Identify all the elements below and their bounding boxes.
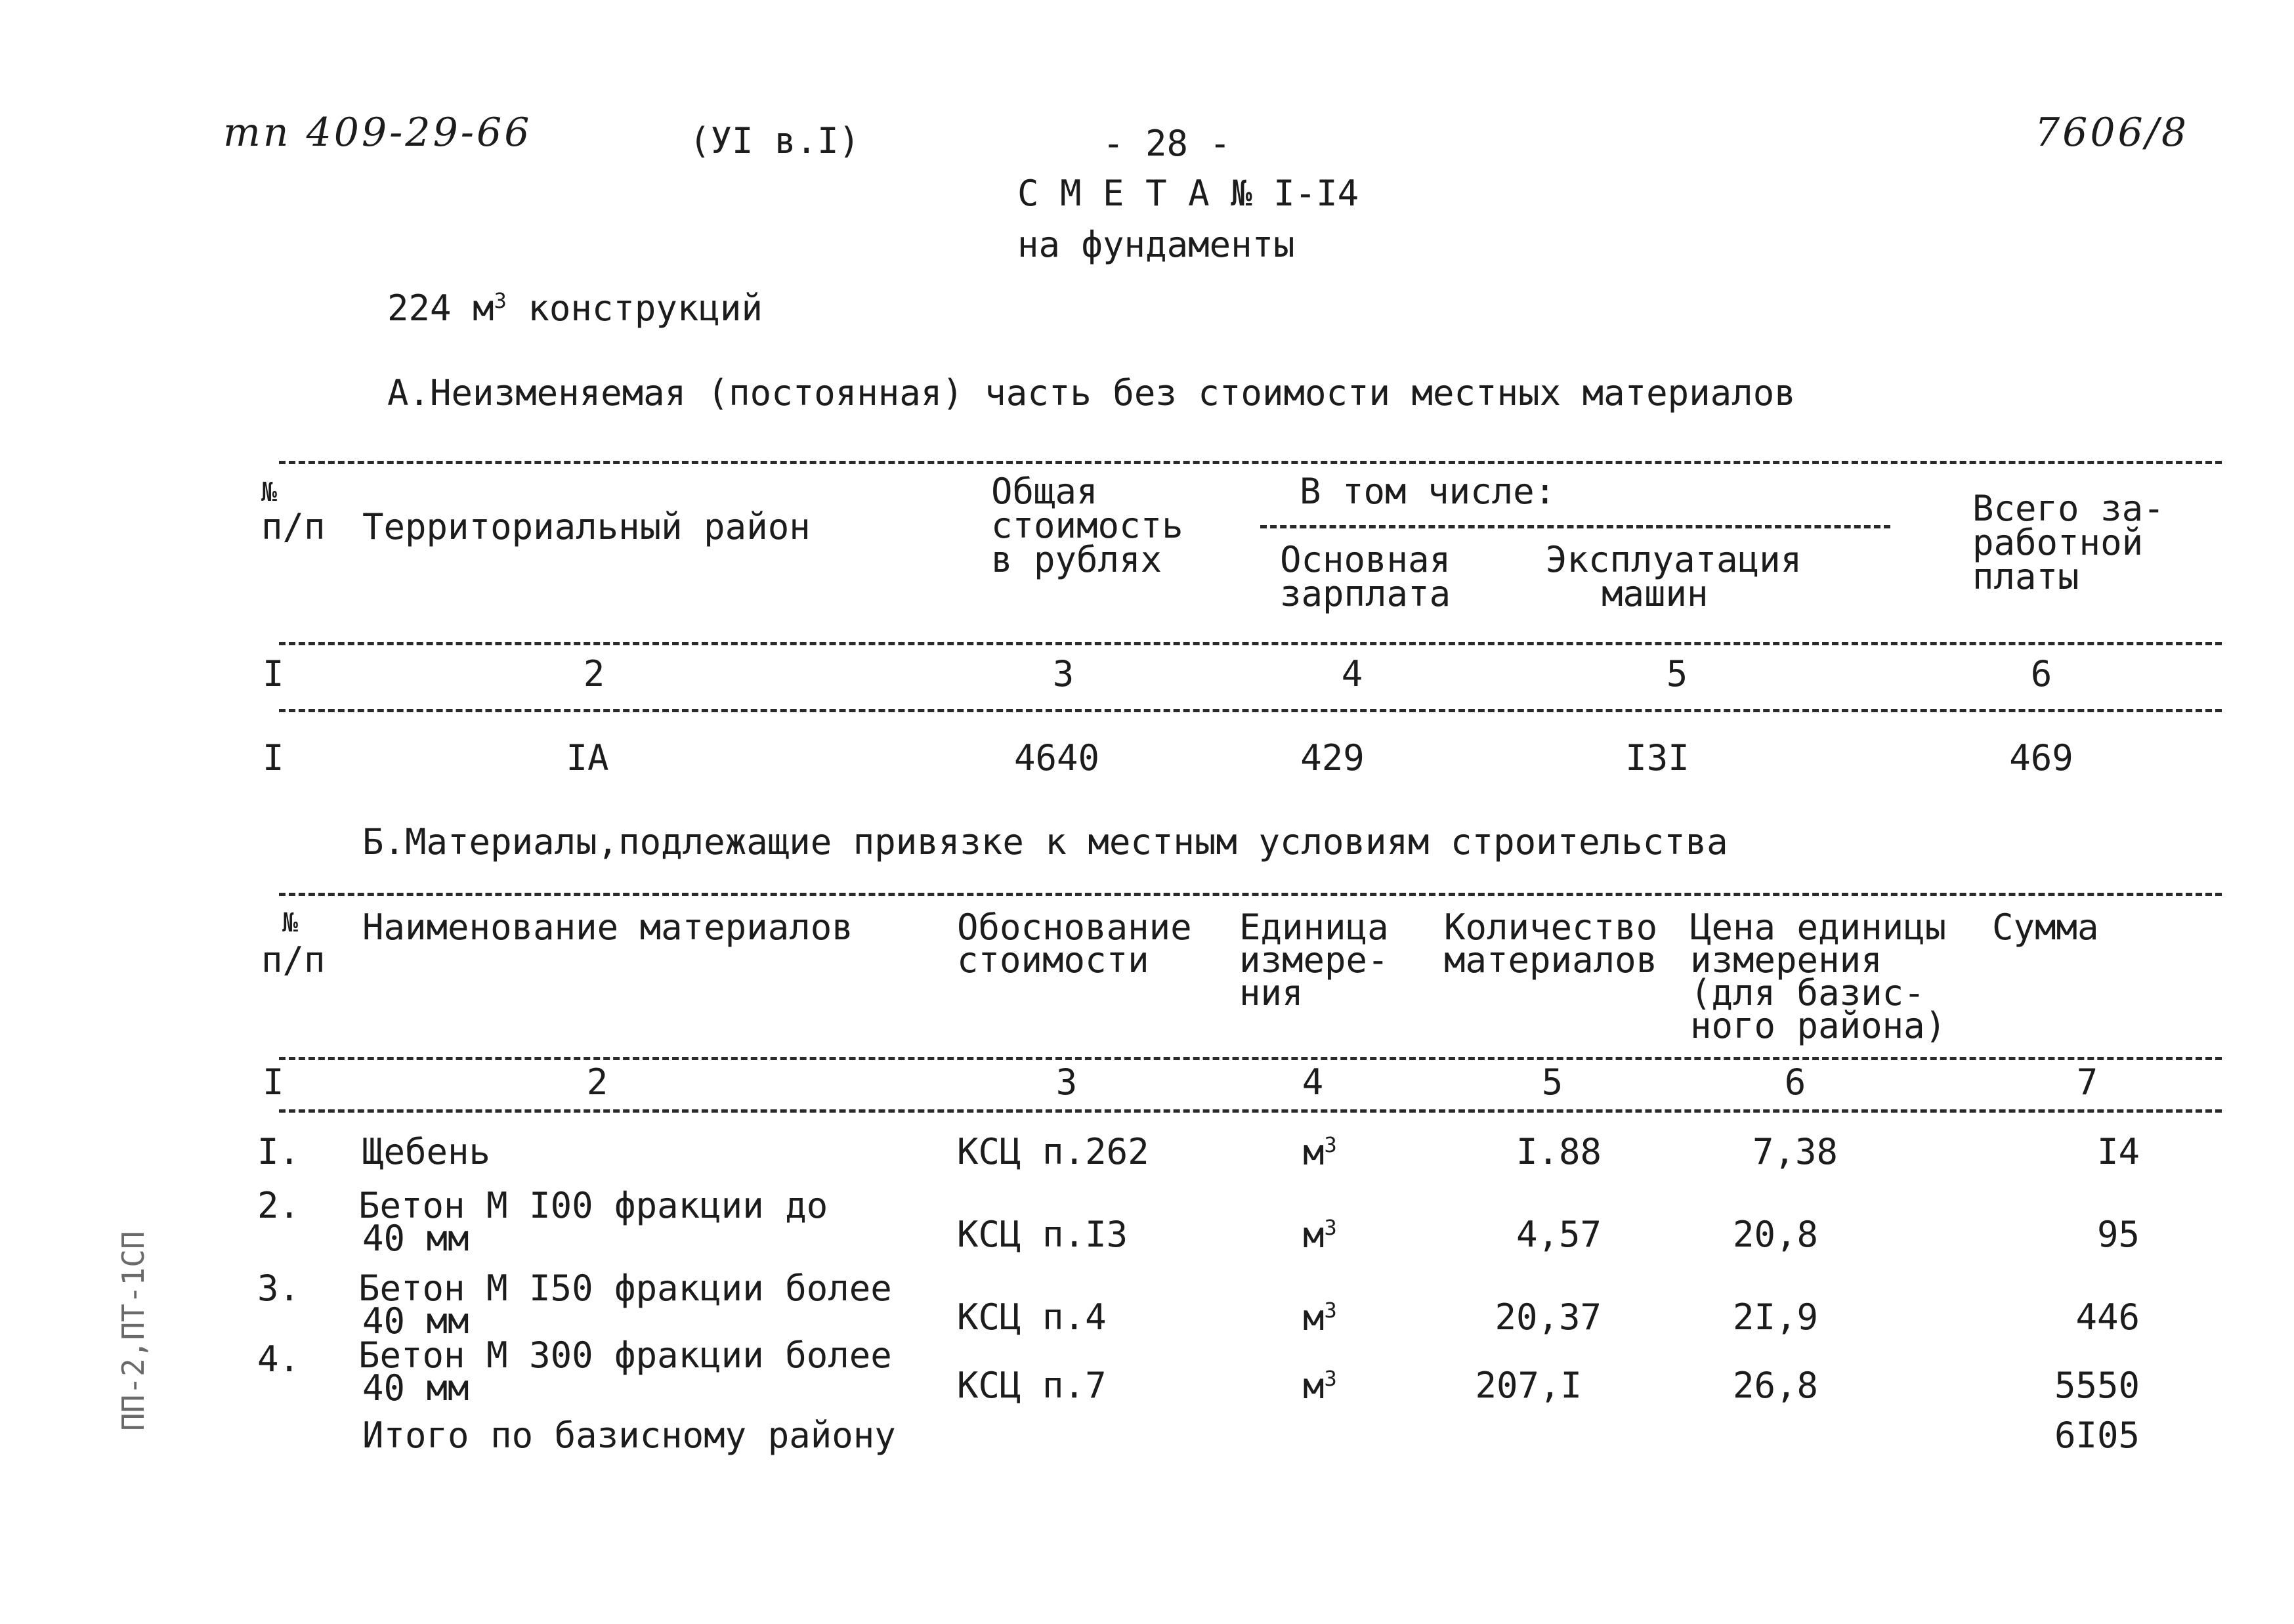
sum-value: 446 <box>2075 1296 2140 1338</box>
col-number: 4 <box>1341 653 1363 694</box>
base-salary-value: 429 <box>1300 737 1365 779</box>
price-header-2: измерения <box>1690 939 1882 981</box>
sum-value: I4 <box>2096 1131 2140 1172</box>
quantity-value: 20,37 <box>1495 1296 1602 1338</box>
price-value: 7,38 <box>1752 1131 1838 1172</box>
unit-value: $м^3$ <box>1303 1132 1337 1173</box>
col-number: 2 <box>583 653 605 694</box>
section-a-top-rule <box>279 461 2222 464</box>
volume-label: (УI в.I) <box>689 120 860 161</box>
total-wages-value: 469 <box>2009 737 2073 779</box>
base-salary-header-2: зарплата <box>1280 573 1451 614</box>
total-wages-header-1: Всего за- <box>1972 488 2165 529</box>
stamp-number: 7606/8 <box>2035 110 2190 156</box>
doc-code: тп 409-29-66 <box>223 110 532 156</box>
section-b-title: Б.Материалы,подлежащие привязке к местным условиям строительства <box>362 821 1728 863</box>
quantity-header-1: Количество <box>1444 907 1658 948</box>
district-header: Территориальный район <box>362 506 811 547</box>
col-number: 3 <box>1055 1061 1078 1103</box>
material-name: Бетон М I50 фракции более <box>358 1268 892 1309</box>
row-num: 4. <box>257 1338 301 1380</box>
document-title: С М Е Т А № I-I4 <box>1017 173 1359 214</box>
unit-header-2: измере- <box>1239 939 1389 981</box>
row-num: 3. <box>257 1268 301 1309</box>
col-number: 6 <box>2030 653 2052 694</box>
col-number: 5 <box>1541 1061 1563 1103</box>
quantity-value: I.88 <box>1516 1131 1602 1172</box>
sum-value: 95 <box>2096 1214 2140 1255</box>
machines-header-1: Эксплуатация <box>1546 539 1802 580</box>
section-b-top-rule <box>279 893 2222 896</box>
material-name: Бетон М 300 фракции более <box>358 1335 892 1376</box>
base-salary-header-1: Основная <box>1280 539 1451 580</box>
material-name-continued: 40 мм <box>362 1218 469 1259</box>
col-number: 4 <box>1302 1061 1324 1103</box>
total-cost-value: 4640 <box>1013 737 1100 779</box>
basis-value: КСЦ п.7 <box>957 1365 1107 1406</box>
document-subtitle: на фундаменты <box>1017 224 1295 265</box>
quantity-value: 4,57 <box>1516 1214 1602 1255</box>
sum-value: 5550 <box>2054 1365 2140 1406</box>
material-name-continued: 40 мм <box>362 1367 469 1409</box>
unit-value: $м^3$ <box>1303 1365 1337 1407</box>
basis-value: КСЦ п.262 <box>957 1131 1149 1172</box>
quantity-header-2: материалов <box>1444 939 1658 981</box>
total-cost-header-3: в рублях <box>991 539 1162 580</box>
basis-value: КСЦ п.4 <box>957 1296 1107 1338</box>
section-b-header-rule <box>279 1057 2222 1060</box>
district-value: IA <box>566 737 609 779</box>
unit-value: $м^3$ <box>1303 1297 1337 1338</box>
section-a-header-rule <box>279 642 2222 645</box>
col-number: 7 <box>2076 1061 2098 1103</box>
unit-header-1: Единица <box>1239 907 1389 948</box>
unit-value: $м^3$ <box>1303 1214 1337 1256</box>
row-num: I <box>263 737 284 779</box>
machines-header-2: машин <box>1602 573 1709 614</box>
num-header: п/п <box>261 506 326 547</box>
price-header-4: ного района) <box>1690 1005 1947 1046</box>
page-number: - 28 - <box>1103 123 1231 164</box>
volume-line: 224 $м^3$ конструкций <box>387 288 763 329</box>
col-number: 6 <box>1784 1061 1806 1103</box>
total-wages-header-3: платы <box>1972 556 2079 597</box>
price-value: 20,8 <box>1732 1214 1819 1255</box>
basis-value: КСЦ п.I3 <box>957 1214 1128 1255</box>
row-num: 2. <box>257 1185 301 1226</box>
including-rule <box>1260 525 1890 528</box>
price-header-3: (для базис- <box>1690 972 1925 1014</box>
side-margin-note: ПП-2,ПТ-1СП <box>116 1231 151 1431</box>
num-sign: № <box>261 477 278 507</box>
price-header-1: Цена единицы <box>1690 907 1947 948</box>
col-number: 3 <box>1052 653 1074 694</box>
unit-header-3: ния <box>1239 972 1304 1014</box>
material-name: Бетон М I00 фракции до <box>358 1185 828 1226</box>
num-sign: № <box>282 908 299 938</box>
total-label: Итого по базисному району <box>362 1415 896 1456</box>
col-number: 2 <box>586 1061 608 1103</box>
total-cost-header-1: Общая <box>991 471 1098 512</box>
row-num: I. <box>257 1131 301 1172</box>
col-number: I <box>263 653 284 694</box>
total-cost-header-2: стоимость <box>991 505 1183 546</box>
basis-header-1: Обоснование <box>957 907 1192 948</box>
material-name-continued: 40 мм <box>362 1300 469 1342</box>
material-name: Щебень <box>362 1131 491 1172</box>
section-a-title: А.Неизменяемая (постоянная) часть без стоимости местных материалов <box>387 372 1796 414</box>
col-number: 5 <box>1666 653 1688 694</box>
including-header: В том числе: <box>1300 471 1556 512</box>
price-value: 2I,9 <box>1732 1296 1819 1338</box>
basis-header-2: стоимости <box>957 939 1149 981</box>
material-name-header: Наименование материалов <box>362 907 853 948</box>
col-number: I <box>263 1061 284 1103</box>
total-sum: 6I05 <box>2054 1415 2140 1456</box>
section-a-numbers-rule <box>279 709 2222 712</box>
num-header: п/п <box>261 939 326 981</box>
total-wages-header-2: работной <box>1972 522 2144 563</box>
machines-value: I3I <box>1625 737 1689 779</box>
quantity-value: 207,I <box>1475 1365 1582 1406</box>
price-value: 26,8 <box>1732 1365 1819 1406</box>
section-b-numbers-rule <box>279 1109 2222 1113</box>
sum-header: Сумма <box>1992 907 2099 948</box>
